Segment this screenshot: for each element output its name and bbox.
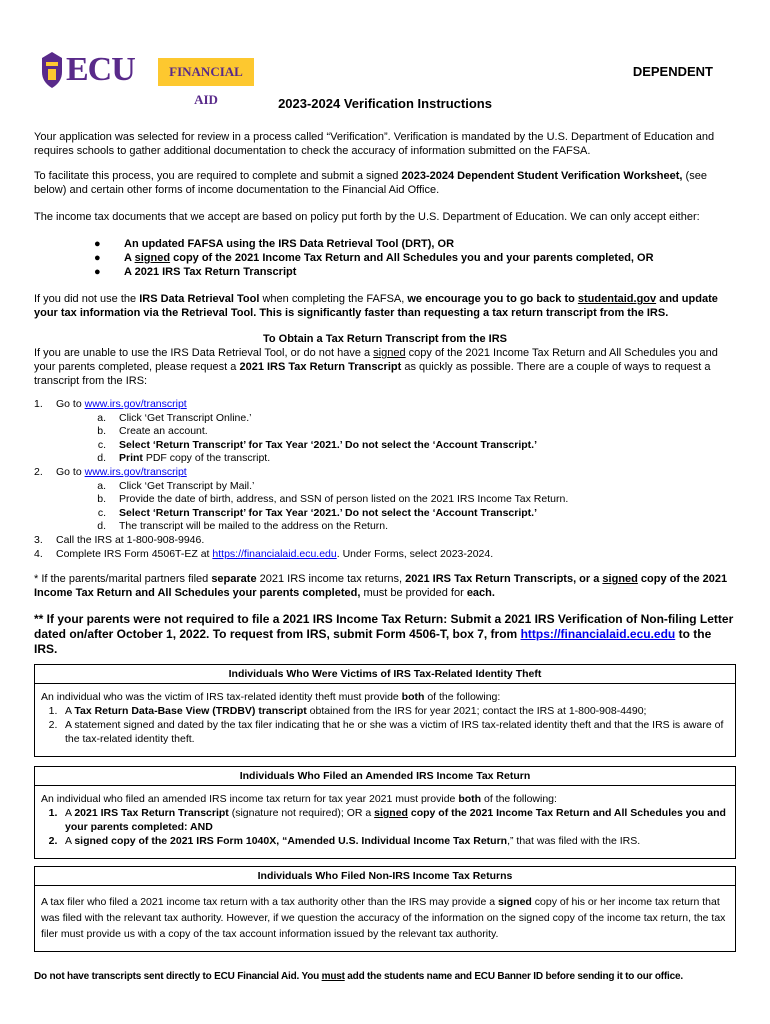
document-type-label: DEPENDENT <box>632 64 713 79</box>
list-item: ● An updated FAFSA using the IRS Data Retrieval Tool (DRT), OR <box>94 238 455 250</box>
step-3: 3. Call the IRS at 1-800-908-9946. <box>34 533 205 546</box>
intro-paragraph-2: To facilitate this process, you are required to complete and submit a signed 2023-2024 Dependent Student Verification Worksheet, (see below) and certain other forms of income documentation to the Financial Aid Office. <box>34 170 707 196</box>
step-1b: b. Create an account. <box>97 425 208 438</box>
box-heading: Individuals Who Filed an Amended IRS Income Tax Return <box>35 767 735 786</box>
step-2b: b. Provide the date of birth, address, and SSN of person listed on the 2021 IRS Income Tax Return. <box>97 493 569 506</box>
step-2c: c. Select ‘Return Transcript’ for Tax Year ‘2021.’ Do not select the ‘Account Transcript.’ <box>97 506 538 519</box>
step-1d: d. Print PDF copy of the transcript. <box>97 452 271 465</box>
amended-return-box <box>34 766 736 859</box>
studentaid-link[interactable]: studentaid.gov <box>577 293 657 305</box>
irs-transcript-link[interactable]: www.irs.gov/transcript <box>84 465 187 478</box>
box-intro: An individual who was the victim of IRS tax-related identity theft must provide both of the following: <box>41 691 501 703</box>
step-2: 2. Go to www.irs.gov/transcript <box>34 465 187 478</box>
financialaid-link[interactable]: https://financialaid.ecu.edu <box>520 627 676 641</box>
step-1a: a. Click ‘Get Transcript Online.’ <box>97 411 252 424</box>
intro-paragraph-1: Your application was selected for review in a process called “Verification”. Verification is mandated by the U.S. Department of Education and requires schools to gather additional documentation to check the accuracy of information submitted on the FAFSA. <box>34 131 715 157</box>
financialaid-link[interactable]: https://financialaid.ecu.edu <box>212 547 337 560</box>
footer-note: Do not have transcripts sent directly to ECU Financial Aid. You must add the students name and ECU Banner ID before sending it to our office. <box>34 971 683 982</box>
identity-theft-box <box>34 664 736 757</box>
step-4: 4. Complete IRS Form 4506T-EZ at https://financialaid.ecu.edu. Under Forms, select 2023-2024. <box>34 547 494 560</box>
non-irs-return-box <box>34 866 736 952</box>
accepted-documents-list <box>94 237 654 279</box>
logo-financial-aid-badge: FINANCIAL AID <box>158 58 254 86</box>
box-intro: An individual who filed an amended IRS income tax return for tax year 2021 must provide both of the following: <box>41 793 557 805</box>
transcript-steps <box>34 398 568 561</box>
logo-ecu-text: ECU <box>66 51 135 88</box>
list-item: 1. A 2021 IRS Tax Return Transcript (signature not required); OR a signed copy of the 2021 Income Tax Return and All Schedules you and your parents completed: AND <box>48 807 726 833</box>
step-2a: a. Click ‘Get Transcript by Mail.’ <box>97 479 255 492</box>
list-item: 2. A signed copy of the 2021 IRS Form 1040X, “Amended U.S. Individual Income Tax Return,” that was filed with the IRS. <box>48 835 641 847</box>
separate-returns-note: * If the parents/marital partners filed separate 2021 IRS income tax returns, 2021 IRS Tax Return Transcripts, or a signed copy of the 2021 Income Tax Return and All Schedules your parents completed, must be provided for each. <box>34 573 728 599</box>
intro-paragraph-3: The income tax documents that we accept are based on policy put forth by the U.S. Department of Education. We can only accept either: <box>34 211 700 223</box>
box-paragraph: A tax filer who filed a 2021 income tax return with a tax authority other than the IRS may provide a signed copy of his or her income tax return that was filed with the relevant tax authority. However, if we question the accuracy of the information on the signed copy of the income tax return, the tax filer must provide us with a copy of the tax account information issued by the relevant tax authority. <box>41 896 726 940</box>
step-1c: c. Select ‘Return Transcript’ for Tax Year ‘2021.’ Do not select the ‘Account Transcript.’ <box>97 438 538 451</box>
pirate-crest-icon <box>38 50 66 90</box>
list-item: 2. A statement signed and dated by the tax filer indicating that he or she was a victim of IRS tax-related identity theft and that the IRS is aware of the tax-related identity theft. <box>48 719 724 745</box>
step-2d: d. The transcript will be mailed to the address on the Return. <box>97 520 389 533</box>
irs-transcript-link[interactable]: www.irs.gov/transcript <box>84 398 187 410</box>
non-filing-note: ** If your parents were not required to file a 2021 IRS Income Tax Return: Submit a 2021 IRS Verification of Non-filing Letter dated on/after October 1, 2022. To request from IRS, submit Form 4506-T, box 7, from https://financialaid.ecu.edu to the IRS. <box>34 612 734 656</box>
list-item: ● A signed copy of the 2021 Income Tax Return and All Schedules you and your parents completed, OR <box>94 252 654 264</box>
list-item: 1. A Tax Return Data-Base View (TRDBV) transcript obtained from the IRS for year 2021; contact the IRS at 1-800-908-4490; <box>48 705 647 717</box>
drt-paragraph: If you did not use the IRS Data Retrieval Tool when completing the FAFSA, we encourage you to go back to studentaid.gov and update your tax information via the Retrieval Tool. This is significantly faster than requesting a tax return transcript from the IRS. <box>34 293 718 319</box>
ecu-financial-aid-logo <box>38 48 258 107</box>
box-heading: Individuals Who Filed Non-IRS Income Tax Returns <box>35 867 735 886</box>
transcript-heading: To Obtain a Tax Return Transcript from the IRS <box>262 333 508 345</box>
step-1: 1. Go to www.irs.gov/transcript <box>34 398 187 410</box>
list-item: ● A 2021 IRS Tax Return Transcript <box>94 266 297 278</box>
transcript-paragraph: If you are unable to use the IRS Data Retrieval Tool, or do not have a signed copy of the 2021 Income Tax Return and All Schedules you and your parents completed, please request a 2021 IRS Tax Return Transcript as quickly as possible. There are a couple of ways to request a transcript from the IRS: <box>34 347 718 387</box>
box-heading: Individuals Who Were Victims of IRS Tax-Related Identity Theft <box>35 665 735 684</box>
page-title: 2023-2024 Verification Instructions <box>278 96 492 111</box>
